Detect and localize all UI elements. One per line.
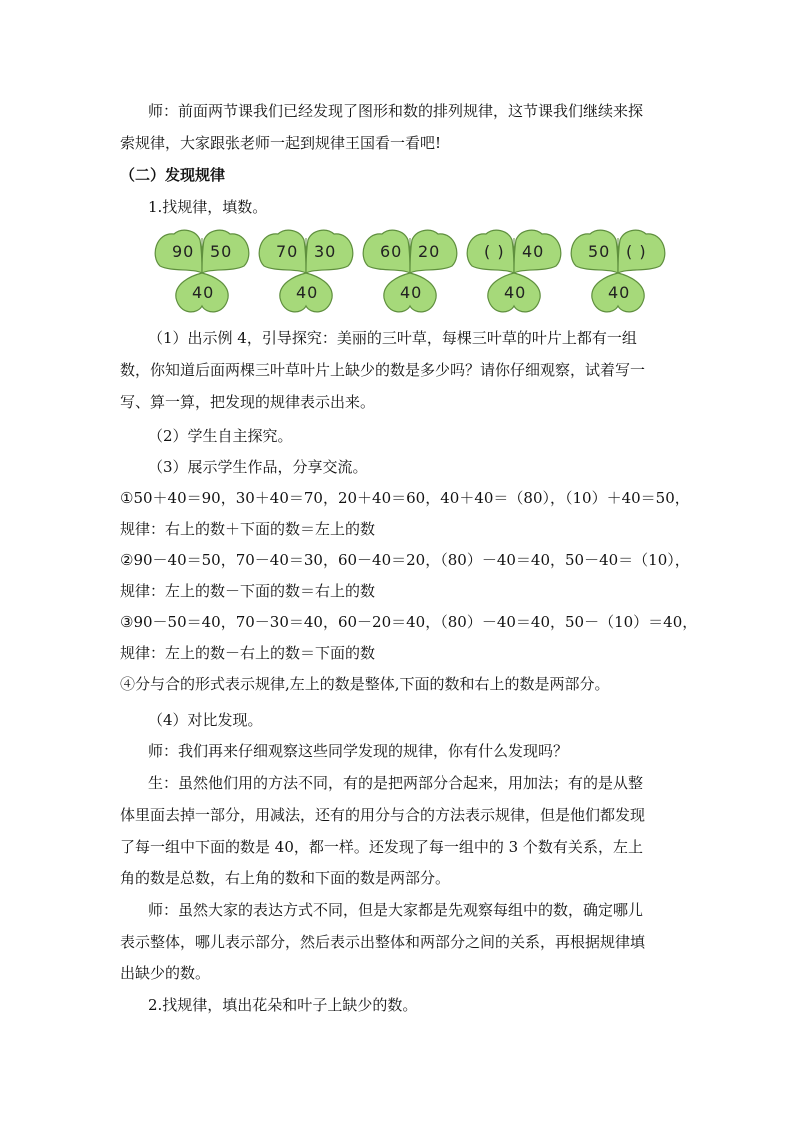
step-3: （3）展示学生作品，分享交流。 — [148, 458, 368, 476]
clover-left-number: 70 — [276, 242, 299, 261]
clover-right-number: 40 — [522, 242, 545, 261]
clover — [256, 226, 356, 316]
method-1-line1: ①50＋40＝90，30＋40＝70，20＋40＝60，40＋40＝（80），（10）＋40＝50， — [120, 489, 690, 507]
teacher-question: 师：我们再来仔细观察这些同学发现的规律，你有什么发现吗？ — [148, 742, 569, 760]
clover-leaves-icon — [256, 226, 356, 316]
student-answer-line1: 生：虽然他们用的方法不同，有的是把两部分合起来，用加法；有的是从整 — [148, 774, 644, 792]
teacher-summary-line3: 出缺少的数。 — [120, 964, 211, 982]
clover-left-number: 50 — [588, 242, 611, 261]
paragraph-intro-line2: 索规律，大家跟张老师一起到规律王国看一看吧! — [120, 134, 442, 152]
method-1-line2: 规律：右上的数＋下面的数＝左上的数 — [120, 520, 376, 538]
clover — [360, 226, 460, 316]
task-2-title: 2.找规律，填出花朵和叶子上缺少的数。 — [148, 996, 418, 1014]
clover-right-number: 20 — [418, 242, 441, 261]
clover — [152, 226, 252, 316]
student-answer-line3: 了每一组中下面的数是 40，都一样。还发现了每一组中的 3 个数有关系，左上 — [120, 838, 643, 856]
clover-bottom-number: 40 — [296, 283, 319, 302]
paragraph-intro-line1: 师：前面两节课我们已经发现了图形和数的排列规律，这节课我们继续来探 — [148, 102, 644, 120]
step-1-line3: 写、算一算，把发现的规律表示出来。 — [120, 393, 376, 411]
task-1-title: 1.找规律，填数。 — [148, 198, 268, 216]
clover-left-number: 90 — [172, 242, 195, 261]
clover-left-number: 60 — [380, 242, 403, 261]
clover-right-number: ( ) — [626, 242, 647, 261]
method-4: ④分与合的形式表示规律,左上的数是整体,下面的数和右上的数是两部分。 — [120, 675, 610, 693]
method-2-line2: 规律：左上的数－下面的数＝右上的数 — [120, 582, 376, 600]
step-2: （2）学生自主探究。 — [148, 427, 293, 445]
clover-bottom-number: 40 — [504, 283, 527, 302]
clover-left-number: ( ) — [484, 242, 505, 261]
clover-leaves-icon — [568, 226, 668, 316]
method-3-line2: 规律：左上的数－右上的数＝下面的数 — [120, 644, 376, 662]
clover-leaves-icon — [360, 226, 460, 316]
clover — [568, 226, 668, 316]
clover-right-number: 30 — [314, 242, 337, 261]
step-4: （4）对比发现。 — [148, 711, 263, 729]
clover-leaves-icon — [152, 226, 252, 316]
student-answer-line2: 体里面去掉一部分，用减法，还有的用分与合的方法表示规律，但是他们都发现 — [120, 806, 646, 824]
method-2-line1: ②90－40＝50，70－40＝30，60－40＝20，（80）－40＝40，50－40＝（10）， — [120, 551, 690, 569]
clover-bottom-number: 40 — [192, 283, 215, 302]
section-heading: （二）发现规律 — [120, 166, 226, 184]
clover-leaves-icon — [464, 226, 564, 316]
student-answer-line4: 角的数是总数，右上角的数和下面的数是两部分。 — [120, 869, 451, 887]
clover-figure-row — [152, 226, 676, 316]
teacher-summary-line1: 师：虽然大家的表达方式不同，但是大家都是先观察每组中的数，确定哪儿 — [148, 901, 644, 919]
step-1-line1: （1）出示例 4，引导探究：美丽的三叶草，每棵三叶草的叶片上都有一组 — [148, 329, 637, 347]
teacher-summary-line2: 表示整体，哪儿表示部分，然后表示出整体和两部分之间的关系，再根据规律填 — [120, 933, 646, 951]
clover-bottom-number: 40 — [400, 283, 423, 302]
clover-bottom-number: 40 — [608, 283, 631, 302]
clover — [464, 226, 564, 316]
step-1-line2: 数，你知道后面两棵三叶草叶片上缺少的数是多少吗？请你仔细观察，试着写一 — [120, 361, 646, 379]
method-3-line1: ③90－50＝40，70－30＝40，60－20＝40，（80）－40＝40，50－（10）＝40， — [120, 613, 698, 631]
clover-right-number: 50 — [210, 242, 233, 261]
